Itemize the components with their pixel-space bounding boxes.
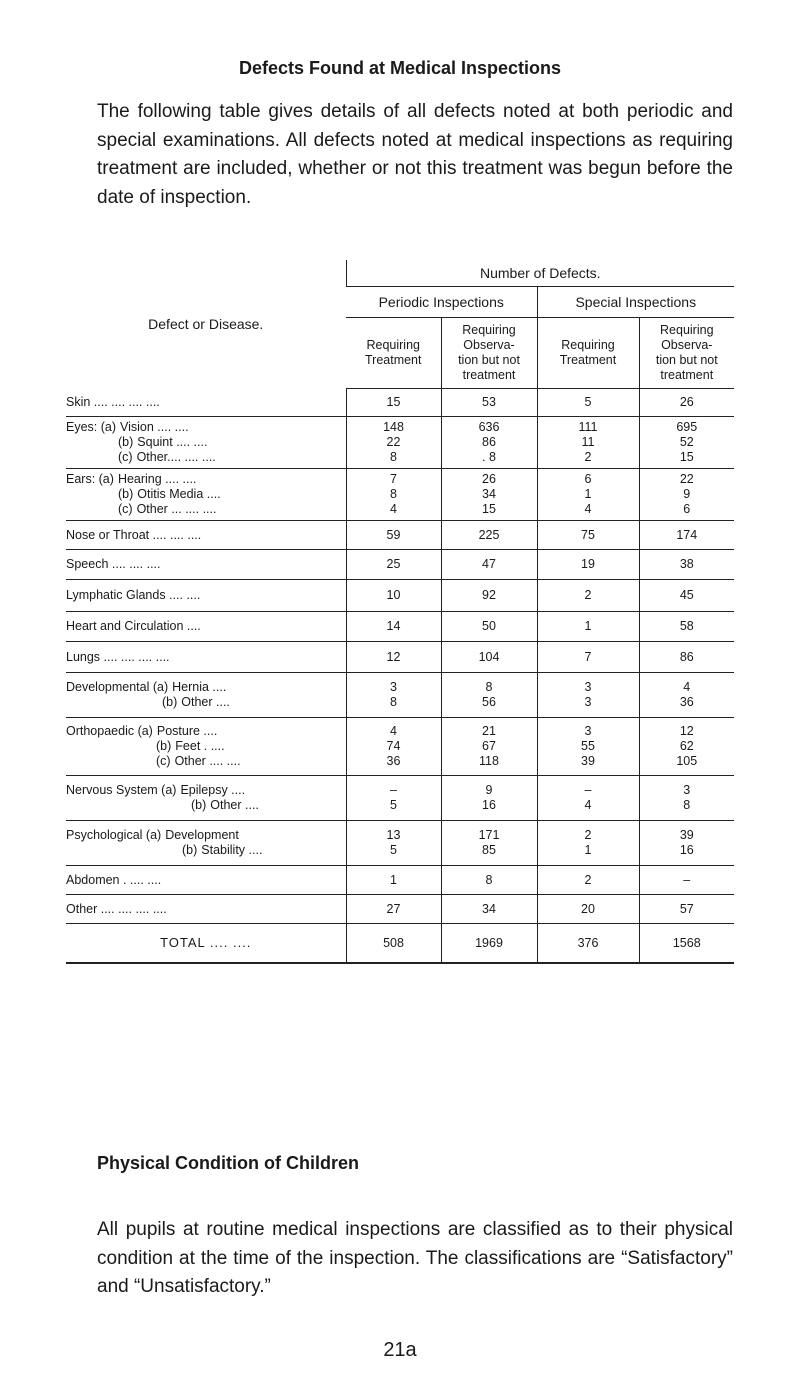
value: 4	[584, 798, 592, 812]
value-cell	[537, 389, 639, 417]
value-cell	[346, 612, 441, 642]
value: 118	[479, 754, 499, 768]
header-defect: Defect or Disease.	[148, 316, 264, 333]
value-cell	[537, 612, 639, 642]
row-label-prefix: (b)	[156, 739, 172, 753]
value-cell	[441, 469, 537, 521]
total-label: TOTAL .... ....	[66, 924, 346, 963]
row-label	[66, 821, 346, 866]
value-cell	[441, 718, 537, 776]
value-cell	[441, 612, 537, 642]
value: 36	[679, 695, 694, 709]
table-row	[66, 580, 734, 612]
row-label-prefix: Other .... .... .... ....	[66, 901, 167, 916]
value: –	[390, 783, 397, 797]
row-label	[66, 718, 346, 776]
value: 695	[676, 420, 698, 434]
row-label-prefix: Skin .... .... .... ....	[66, 394, 160, 409]
row-label	[66, 469, 346, 521]
row-label-text: Other ....	[210, 798, 259, 812]
row-label-prefix: (b)	[118, 435, 134, 449]
value: 105	[676, 754, 698, 768]
value: 636	[478, 420, 500, 434]
row-label-prefix: Eyes: (a)	[66, 420, 117, 434]
value: 45	[679, 588, 694, 602]
value: 19	[581, 557, 595, 571]
table-row	[66, 718, 734, 776]
value-cell	[639, 612, 734, 642]
row-label	[66, 642, 346, 673]
value: 75	[581, 527, 595, 542]
value: 52	[679, 435, 694, 449]
value: 12	[679, 724, 694, 738]
row-label-prefix: Speech .... .... ....	[66, 557, 161, 571]
value: 62	[679, 739, 694, 753]
value: 22	[679, 472, 694, 486]
value: 3	[683, 783, 691, 797]
section-title: Physical Condition of Children	[97, 1153, 360, 1173]
value-cell	[537, 821, 639, 866]
row-label-text: Vision .... ....	[120, 420, 189, 434]
value: 16	[482, 798, 496, 812]
row-label-text: Squint .... ....	[137, 435, 208, 449]
row-label-prefix: Lungs .... .... .... ....	[66, 649, 170, 664]
value: 21	[482, 724, 496, 738]
value: 9	[485, 783, 493, 797]
value: 8	[683, 798, 691, 812]
value: 2	[584, 450, 592, 464]
value: 16	[679, 843, 694, 857]
value-cell	[639, 642, 734, 673]
value: 55	[581, 739, 595, 753]
value: 174	[676, 527, 698, 542]
value: 4	[390, 724, 397, 738]
value: 8	[485, 680, 493, 694]
value-cell	[346, 866, 441, 895]
value: . 8	[482, 450, 496, 464]
value-cell	[346, 776, 441, 821]
row-label-prefix: (b)	[162, 695, 178, 709]
value-cell	[346, 417, 441, 469]
row-label-prefix: Abdomen . .... ....	[66, 872, 162, 887]
value-cell	[441, 417, 537, 469]
value-cell	[639, 718, 734, 776]
defects-table	[66, 260, 734, 964]
value: 47	[482, 557, 496, 571]
value-cell	[346, 521, 441, 550]
value: 39	[679, 828, 694, 842]
value-cell	[346, 821, 441, 866]
row-label-text: Other ... .... ....	[136, 502, 217, 516]
header-number-of-defects: Number of Defects.	[346, 260, 734, 287]
value: 36	[386, 754, 401, 768]
value: 5	[390, 798, 397, 812]
value-cell	[537, 895, 639, 924]
value-cell	[639, 417, 734, 469]
total-value: 508	[346, 924, 441, 963]
value: 104	[478, 649, 500, 664]
value-cell	[441, 673, 537, 718]
value: 7	[390, 472, 397, 486]
header-special-requiring-observation: Requiring Observa- tion but not treatment	[639, 318, 734, 389]
value: 3	[584, 724, 592, 738]
value-cell	[441, 580, 537, 612]
value: 2	[584, 828, 592, 842]
value-cell	[441, 550, 537, 580]
value: 25	[386, 557, 401, 571]
table-row	[66, 673, 734, 718]
value-cell	[639, 895, 734, 924]
value: 2	[584, 588, 592, 602]
value: 26	[482, 472, 496, 486]
value-cell	[639, 389, 734, 417]
value: 1	[584, 487, 592, 501]
value: 56	[482, 695, 496, 709]
value: 4	[390, 502, 397, 516]
value: 38	[679, 557, 694, 571]
row-label-text: Posture ....	[156, 724, 218, 738]
value: 171	[478, 828, 500, 842]
value-cell	[441, 821, 537, 866]
value: 85	[482, 843, 496, 857]
value-cell	[346, 550, 441, 580]
table-row	[66, 417, 734, 469]
row-label	[66, 612, 346, 642]
row-label-prefix: Orthopaedic (a)	[66, 724, 153, 738]
row-label	[66, 776, 346, 821]
header-special-requiring-treatment: Requiring Treatment	[537, 318, 639, 389]
row-label-text: Epilepsy ....	[180, 783, 246, 797]
table-row	[66, 550, 734, 580]
header-periodic: Periodic Inspections	[346, 287, 537, 318]
value-cell	[639, 866, 734, 895]
row-label-text: Stability ....	[201, 843, 263, 857]
value-cell	[441, 642, 537, 673]
value-cell	[639, 776, 734, 821]
value-cell	[441, 866, 537, 895]
row-label-prefix: Heart and Circulation ....	[66, 619, 201, 633]
table-row	[66, 866, 734, 895]
value: 8	[390, 487, 397, 501]
value: 27	[386, 901, 401, 916]
value: 50	[482, 619, 496, 633]
value: 2	[584, 872, 592, 887]
table-row	[66, 821, 734, 866]
value: 1	[390, 872, 397, 887]
row-label	[66, 417, 346, 469]
row-label-prefix: (b)	[191, 798, 207, 812]
value-cell	[441, 776, 537, 821]
value: 7	[584, 649, 592, 664]
value-cell	[537, 718, 639, 776]
page-title: Defects Found at Medical Inspections	[238, 58, 562, 78]
value: 6	[584, 472, 592, 486]
value: 67	[482, 739, 496, 753]
total-row	[66, 924, 734, 963]
value: 15	[679, 450, 694, 464]
row-label-text: Feet . ....	[175, 739, 225, 753]
value: 26	[679, 395, 694, 409]
row-label-prefix: Ears: (a)	[66, 472, 114, 486]
row-label-text: Hernia ....	[172, 680, 227, 694]
value-cell	[639, 821, 734, 866]
value: 86	[679, 649, 694, 664]
table-row	[66, 612, 734, 642]
value: 8	[390, 450, 397, 464]
value: 15	[386, 395, 401, 409]
value: 4	[584, 502, 592, 516]
value: 225	[478, 527, 500, 542]
value: 9	[683, 487, 691, 501]
table-row	[66, 389, 734, 417]
row-label-prefix: (c)	[156, 754, 171, 768]
value: 86	[482, 435, 496, 449]
table-row	[66, 469, 734, 521]
value: 1	[584, 619, 592, 633]
value-cell	[537, 469, 639, 521]
value-cell	[537, 521, 639, 550]
value-cell	[537, 866, 639, 895]
row-label-text: Other.... .... ....	[136, 450, 216, 464]
value: 15	[482, 502, 496, 516]
total-value: 1969	[441, 924, 537, 963]
value: 6	[683, 502, 691, 516]
value: 1	[584, 843, 592, 857]
value: 39	[581, 754, 595, 768]
value: 5	[584, 395, 592, 409]
value-cell	[346, 642, 441, 673]
value-cell	[639, 550, 734, 580]
value-cell	[537, 580, 639, 612]
table-row	[66, 642, 734, 673]
value-cell	[346, 718, 441, 776]
value: –	[683, 872, 691, 887]
value: 8	[390, 695, 397, 709]
row-label	[66, 389, 346, 417]
row-label	[66, 895, 346, 924]
value-cell	[537, 673, 639, 718]
row-label-prefix: (c)	[118, 450, 133, 464]
row-label-prefix: (b)	[118, 487, 134, 501]
row-label-prefix: Lymphatic Glands .... ....	[66, 588, 201, 602]
table-row	[66, 776, 734, 821]
header-periodic-requiring-observation: Requiring Observa- tion but not treatment	[441, 318, 537, 389]
value: 14	[386, 619, 401, 633]
value: 148	[383, 420, 404, 434]
value: 59	[386, 527, 401, 542]
row-label	[66, 866, 346, 895]
value: 20	[581, 901, 595, 916]
value-cell	[639, 673, 734, 718]
value: 13	[386, 828, 401, 842]
row-label-prefix: (c)	[118, 502, 133, 516]
row-label-prefix: Nose or Throat .... .... ....	[66, 527, 202, 542]
value-cell	[537, 776, 639, 821]
value: 4	[683, 680, 691, 694]
row-label	[66, 550, 346, 580]
value: 8	[485, 872, 493, 887]
value-cell	[346, 469, 441, 521]
value-cell	[537, 642, 639, 673]
intro-paragraph: The following table gives details of all defects noted at both periodic and special examinations. All defects noted at medical inspections as requiring treatment are included, whether or not this treatment was begun before the date of inspection.	[97, 101, 733, 208]
value-cell	[346, 673, 441, 718]
value: 74	[386, 739, 401, 753]
row-label-text: Development	[165, 828, 239, 842]
section-paragraph: All pupils at routine medical inspections are classified as to their physical condition at the time of the inspection. The classifications are “Satisfactory” and “Unsatisfactory.”	[97, 1219, 733, 1297]
value-cell	[441, 389, 537, 417]
value: 10	[386, 588, 401, 602]
value-cell	[441, 521, 537, 550]
row-label	[66, 580, 346, 612]
value-cell	[639, 521, 734, 550]
value: 11	[581, 435, 595, 449]
value: 58	[679, 619, 694, 633]
value-cell	[639, 580, 734, 612]
total-value: 376	[537, 924, 639, 963]
row-label	[66, 673, 346, 718]
row-label	[66, 521, 346, 550]
value: 5	[390, 843, 397, 857]
value-cell	[346, 580, 441, 612]
value: 3	[584, 680, 592, 694]
row-label-prefix: Developmental (a)	[66, 680, 169, 694]
value: 3	[390, 680, 397, 694]
table-row	[66, 895, 734, 924]
value-cell	[346, 389, 441, 417]
value: 34	[482, 487, 496, 501]
row-label-prefix: (b)	[182, 843, 198, 857]
row-label-prefix: Nervous System (a)	[66, 783, 177, 797]
value: 34	[482, 901, 496, 916]
value: 92	[482, 588, 496, 602]
value: 22	[386, 435, 401, 449]
value-cell	[346, 895, 441, 924]
row-label-prefix: Psychological (a)	[66, 828, 162, 842]
header-periodic-requiring-treatment: Requiring Treatment	[346, 318, 441, 389]
page-number: 21a	[383, 1339, 417, 1361]
value: 111	[578, 420, 598, 434]
value: 12	[386, 649, 401, 664]
table-row	[66, 521, 734, 550]
value: 57	[679, 901, 694, 916]
row-label-text: Hearing .... ....	[117, 472, 197, 486]
value: 53	[482, 395, 496, 409]
value-cell	[537, 417, 639, 469]
value-cell	[441, 895, 537, 924]
value-cell	[639, 469, 734, 521]
value: –	[584, 783, 592, 797]
row-label-text: Other ....	[181, 695, 230, 709]
value-cell	[537, 550, 639, 580]
header-special: Special Inspections	[537, 287, 734, 318]
row-label-text: Otitis Media ....	[137, 487, 221, 501]
total-value: 1568	[639, 924, 734, 963]
row-label-text: Other .... ....	[174, 754, 241, 768]
value: 3	[584, 695, 592, 709]
